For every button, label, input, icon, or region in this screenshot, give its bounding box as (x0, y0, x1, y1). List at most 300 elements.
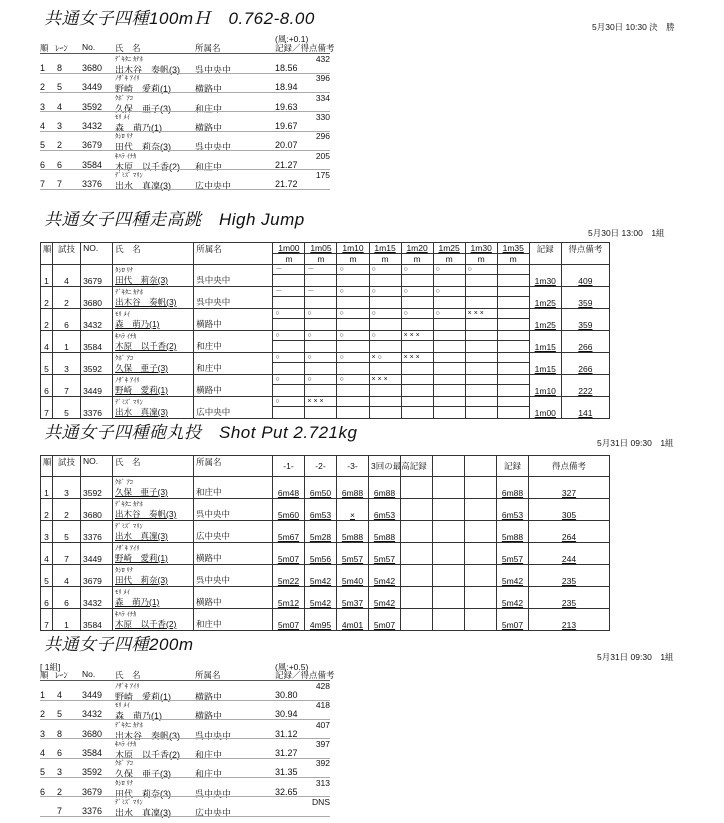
blank-cell (465, 565, 497, 587)
points: 330 (315, 111, 330, 122)
athlete-kana: ﾓﾘ ﾒｲ (115, 589, 130, 596)
rank: 2 (40, 82, 46, 93)
attempt-cell (401, 397, 433, 419)
trial-mark: 5m12 (273, 587, 305, 609)
attempt-result: ○ (434, 265, 465, 275)
lane: 2 (57, 140, 63, 151)
team: 和庄中 (194, 353, 273, 375)
team: 和庄中 (194, 477, 273, 499)
rank: 5 (41, 565, 53, 587)
attempt-result: ○ (402, 265, 433, 275)
team: 呉中央中 (194, 287, 273, 309)
attempt-result: ○ (305, 353, 336, 363)
athlete-kana: ｸﾎﾞ ｱｺ (115, 355, 134, 362)
athlete-name: 森 萌乃(1) (115, 122, 162, 133)
team: 横路中 (195, 711, 223, 722)
attempt-cell (273, 375, 305, 397)
attempt-cell (305, 265, 337, 287)
blank-cell (401, 565, 433, 587)
points: 235 (529, 565, 610, 587)
height-header: 1m30 (465, 243, 497, 254)
points: 266 (561, 353, 609, 375)
attempt-result (434, 331, 465, 341)
attempt-result (337, 397, 368, 407)
column-header: NO. (81, 243, 113, 265)
record: 31.27 (275, 747, 298, 758)
record: 19.67 (275, 120, 298, 131)
unit-label: m (465, 254, 497, 265)
points: 313 (315, 777, 330, 788)
trial-header: -1- (273, 456, 305, 477)
rank: 1 (41, 477, 53, 499)
height-header: 1m10 (337, 243, 369, 254)
rank: 4 (41, 331, 53, 353)
athlete-cell (113, 331, 194, 353)
attempt-result (498, 397, 529, 407)
team: 横路中 (194, 309, 273, 331)
column-header: ﾚｰﾝ (55, 670, 68, 680)
trial-mark: 5m42 (369, 565, 401, 587)
row-divider (40, 150, 330, 151)
record: 1m10 (529, 375, 561, 397)
athlete-kana: ｸﾎﾞ ｱｺ (115, 479, 134, 486)
attempt-cell (433, 287, 465, 309)
points: 141 (561, 397, 609, 419)
blank-cell (401, 543, 433, 565)
lane: 6 (57, 159, 63, 170)
bib-number: 3449 (81, 375, 113, 397)
bib-number: 3592 (82, 101, 103, 112)
attempt-cell (497, 353, 529, 375)
lane: 3 (57, 767, 63, 778)
record: 1m00 (529, 397, 561, 419)
blank-cell (465, 587, 497, 609)
athlete-cell (113, 287, 194, 309)
attempt-result (498, 265, 529, 275)
athlete-kana: ｸﾎﾞ ｱｺ (115, 760, 134, 768)
blank-cell (465, 543, 497, 565)
attempt-cell (369, 265, 401, 287)
trial-mark: 5m37 (337, 587, 369, 609)
points: 264 (529, 521, 610, 543)
attempt-result (498, 309, 529, 319)
attempt-result (466, 353, 497, 363)
athlete-name: 出水 真凜(3) (115, 531, 168, 541)
hurdles-title: 共通女子四種100mＨ 0.762-8.00 (44, 9, 315, 28)
attempt-result: ○ (337, 375, 368, 385)
team: 広中央中 (195, 180, 232, 191)
bib-number: 3592 (82, 767, 103, 778)
trial-order: 2 (53, 287, 81, 309)
trial-order: 5 (53, 397, 81, 419)
column-header: No. (82, 42, 96, 52)
attempt-result (498, 353, 529, 363)
trial-mark: × (337, 499, 369, 521)
trial-mark: 5m56 (305, 543, 337, 565)
athlete-kana: ﾓﾘ ﾒｲ (115, 113, 130, 121)
rank: 6 (41, 587, 53, 609)
highjump-title: 共通女子四種走高跳 High Jump (44, 210, 305, 229)
record-header: 記録 (529, 243, 561, 265)
points: 409 (561, 265, 609, 287)
bib-number: 3376 (82, 178, 103, 189)
points: 213 (529, 609, 610, 631)
rank: 4 (41, 543, 53, 565)
column-header: No. (82, 669, 96, 679)
attempt-cell (273, 309, 305, 331)
bib-number: 3679 (82, 786, 103, 797)
trial-mark: 5m07 (273, 543, 305, 565)
athlete-name: 野崎 愛莉(1) (115, 692, 171, 702)
trial-mark: 5m42 (305, 565, 337, 587)
athlete-cell (113, 565, 194, 587)
points: 396 (315, 73, 330, 84)
points: 296 (315, 131, 330, 142)
attempt-cell (305, 309, 337, 331)
attempt-result (498, 375, 529, 385)
points: 428 (315, 681, 330, 691)
attempt-result (466, 331, 497, 341)
athlete-kana: ﾉｻﾞｷ ｱｲﾘ (115, 377, 140, 384)
team: 和庄中 (195, 161, 223, 172)
athlete-kana: ﾃﾞｷﾀﾆ ｶﾅﾎ (115, 721, 143, 729)
attempt-cell (369, 375, 401, 397)
athlete-name: 野崎 愛莉(1) (115, 553, 168, 563)
athlete-kana: ﾀｼﾛ ﾘﾅ (115, 779, 134, 787)
team: 呉中央中 (195, 65, 232, 75)
athlete-kana: ﾃﾞｷﾀﾆ ｶﾅﾎ (115, 289, 143, 296)
row-divider (40, 73, 330, 74)
rank: 5 (41, 353, 53, 375)
lane: 8 (57, 728, 63, 739)
bib-number: 3376 (81, 397, 113, 419)
trial-order: 6 (53, 587, 81, 609)
athlete-kana: ﾉｻﾞｷ ｱｲﾘ (115, 75, 140, 83)
athlete-kana: ﾀｼﾛ ﾘﾅ (115, 133, 134, 141)
trial-mark: 6m88 (369, 477, 401, 499)
bib-number: 3432 (81, 309, 113, 331)
attempt-cell (465, 287, 497, 309)
athlete-kana: ﾓﾘ ﾒｲ (115, 311, 130, 318)
athlete-cell (113, 477, 194, 499)
athlete-name: 野崎 愛莉(1) (115, 84, 171, 95)
sprint200-title: 共通女子四種200m (44, 635, 194, 654)
attempt-cell (401, 375, 433, 397)
team: 横路中 (195, 122, 223, 133)
bib-number: 3376 (81, 521, 113, 543)
attempt-result: ○ (402, 287, 433, 297)
points: DNS (312, 796, 330, 807)
table-row (41, 499, 610, 521)
rank: 2 (41, 287, 53, 309)
points-header: 得点備考 (529, 456, 610, 477)
athlete-kana: ﾀｼﾛ ﾘﾅ (115, 567, 134, 574)
attempt-cell (273, 353, 305, 375)
height-header: 1m20 (401, 243, 433, 254)
attempt-cell (305, 353, 337, 375)
attempt-result: － (305, 287, 336, 297)
trial-mark: 6m48 (273, 477, 305, 499)
points: 235 (529, 587, 610, 609)
rank: 6 (40, 786, 46, 797)
record: 1m30 (529, 265, 561, 287)
blank-cell (401, 477, 433, 499)
table-row (41, 543, 610, 565)
athlete-name: 久保 亜子(3) (115, 487, 168, 497)
athlete-name: 田代 莉奈(3) (115, 575, 168, 585)
rank: 7 (40, 178, 46, 189)
unit-label: m (369, 254, 401, 265)
attempt-cell (401, 287, 433, 309)
table-row (41, 477, 610, 499)
bib-number: 3376 (82, 805, 103, 816)
column-header: 記録／得点備考 (275, 43, 335, 53)
trial-order: 7 (53, 543, 81, 565)
blank-cell (465, 477, 497, 499)
unit-label: m (497, 254, 529, 265)
record: 20.07 (275, 140, 298, 151)
record: 18.94 (275, 82, 298, 93)
athlete-name: 出木谷 奏帆(3) (115, 297, 177, 307)
column-header: NO. (81, 456, 113, 477)
column-header: 氏 名 (115, 670, 141, 680)
attempt-cell (433, 353, 465, 375)
trial-order: 3 (53, 353, 81, 375)
team: 呉中央中 (194, 565, 273, 587)
points: 392 (315, 758, 330, 769)
bib-number: 3679 (81, 565, 113, 587)
lane: 5 (57, 709, 63, 720)
athlete-kana: ｷﾊﾗ ｲﾁｶ (115, 611, 137, 618)
rank: 7 (41, 609, 53, 631)
header-row (41, 456, 610, 477)
attempt-cell (369, 309, 401, 331)
athlete-kana: ﾃﾞﾐｽﾞ ﾏﾘﾝ (115, 171, 143, 179)
attempt-cell (369, 397, 401, 419)
row-divider (40, 189, 330, 190)
attempt-cell (497, 331, 529, 353)
trial-mark: 5m22 (273, 565, 305, 587)
column-header: 氏 名 (113, 456, 194, 477)
attempt-result: × ○ (370, 353, 401, 363)
attempt-result: ○ (434, 287, 465, 297)
rank: 4 (40, 120, 46, 131)
bib-number: 3432 (82, 120, 103, 131)
group-label: [ 1組] (40, 662, 61, 672)
athlete-kana: ﾃﾞﾐｽﾞ ﾏﾘﾝ (115, 798, 143, 806)
height-header: 1m25 (433, 243, 465, 254)
rank: 2 (41, 309, 53, 331)
athlete-kana: ｷﾊﾗ ｲﾁｶ (115, 740, 137, 748)
unit-label: m (273, 254, 305, 265)
attempt-result: ○ (370, 287, 401, 297)
athlete-cell (113, 499, 194, 521)
blank-cell (433, 543, 465, 565)
lane: 4 (57, 690, 63, 700)
lane: 4 (57, 101, 63, 112)
trial-order: 1 (53, 609, 81, 631)
record: 18.56 (275, 63, 298, 73)
rank: 3 (40, 728, 46, 739)
athlete-name: 田代 莉奈(3) (115, 142, 171, 153)
athlete-kana: ﾀｼﾛ ﾘﾅ (115, 267, 134, 274)
record-header: 記録 (497, 456, 529, 477)
attempt-result (370, 397, 401, 407)
attempt-cell (401, 309, 433, 331)
unit-label: m (401, 254, 433, 265)
lane: 3 (57, 120, 63, 131)
attempt-result: ○ (337, 287, 368, 297)
bib-number: 3584 (81, 609, 113, 631)
attempt-result (498, 331, 529, 341)
trial-order: 4 (53, 265, 81, 287)
attempt-cell (497, 397, 529, 419)
trial-mark: 5m57 (369, 543, 401, 565)
attempt-result: ○ (370, 331, 401, 341)
highjump-table (40, 242, 610, 419)
bib-number: 3449 (82, 82, 103, 93)
row-divider (40, 777, 330, 778)
trial-order: 1 (53, 331, 81, 353)
bib-number: 3449 (82, 690, 103, 700)
attempt-cell (305, 331, 337, 353)
record: 5m42 (497, 587, 529, 609)
team: 横路中 (194, 587, 273, 609)
bib-number: 3584 (81, 331, 113, 353)
attempt-cell (337, 309, 369, 331)
athlete-name: 久保 亜子(3) (115, 769, 171, 780)
athlete-kana: ﾃﾞｷﾀﾆ ｶﾅﾎ (115, 501, 143, 508)
column-header: 試技 (53, 243, 81, 265)
points: 432 (315, 54, 330, 64)
athlete-kana: ﾉｻﾞｷ ｱｲﾘ (115, 683, 140, 690)
team: 呉中央中 (195, 730, 232, 741)
athlete-name: 久保 亜子(3) (115, 103, 171, 114)
attempt-cell (337, 397, 369, 419)
bib-number: 3680 (81, 499, 113, 521)
team: 広中央中 (195, 807, 232, 818)
blank-cell (401, 609, 433, 631)
trial-mark: 5m40 (337, 565, 369, 587)
attempt-result: ○ (305, 375, 336, 385)
row-divider (40, 92, 330, 93)
attempt-cell (433, 375, 465, 397)
table-row (41, 609, 610, 631)
points: 244 (529, 543, 610, 565)
rank: 5 (40, 767, 46, 778)
attempt-result: × × × (466, 309, 497, 319)
table-row (41, 375, 610, 397)
athlete-kana: ｷﾊﾗ ｲﾁｶ (115, 152, 137, 160)
record: 1m25 (529, 309, 561, 331)
trial-order: 2 (53, 499, 81, 521)
record: 5m42 (497, 565, 529, 587)
team: 呉中央中 (194, 499, 273, 521)
attempt-result: ○ (402, 309, 433, 319)
team: 広中央中 (194, 521, 273, 543)
points: 359 (561, 309, 609, 331)
attempt-result: － (273, 287, 304, 297)
header-divider (40, 53, 330, 54)
trial-mark: 6m53 (305, 499, 337, 521)
record: 1m15 (529, 331, 561, 353)
shotput-date: 5月31日 09:30 1組 (597, 438, 674, 448)
athlete-cell (113, 353, 194, 375)
hurdles-date: 5月30日 10:30 決 勝 (592, 22, 675, 32)
attempt-cell (465, 353, 497, 375)
record: 5m57 (497, 543, 529, 565)
athlete-cell (113, 587, 194, 609)
athlete-kana: ﾃﾞﾐｽﾞ ﾏﾘﾝ (115, 523, 143, 530)
team: 横路中 (195, 692, 223, 702)
row-divider (40, 816, 330, 817)
record: 32.65 (275, 786, 298, 797)
rank: 1 (40, 63, 46, 73)
athlete-cell (113, 375, 194, 397)
attempt-cell (369, 353, 401, 375)
row-divider (40, 796, 330, 797)
team: 広中央中 (194, 397, 273, 419)
athlete-name: 出水 真凜(3) (115, 807, 171, 818)
attempt-result: × × × (402, 353, 433, 363)
lane: 6 (57, 747, 63, 758)
points: 334 (315, 92, 330, 103)
points: 175 (315, 169, 330, 180)
points: 359 (561, 287, 609, 309)
athlete-name: 出木谷 奏帆(3) (115, 730, 180, 741)
rank: 1 (41, 265, 53, 287)
attempt-result (466, 287, 497, 297)
sprint200-wind: (風:+0.5) (275, 662, 309, 672)
bib-number: 3584 (82, 747, 103, 758)
bib-number: 3449 (81, 543, 113, 565)
table-row (41, 353, 610, 375)
bib-number: 3680 (82, 728, 103, 739)
team: 呉中央中 (195, 142, 232, 153)
team: 横路中 (195, 84, 223, 95)
rank: 1 (40, 690, 46, 700)
trial-order: 6 (53, 309, 81, 331)
attempt-cell (273, 265, 305, 287)
blank-cell (401, 587, 433, 609)
trial-order: 3 (53, 477, 81, 499)
points: 305 (529, 499, 610, 521)
rank: 7 (41, 397, 53, 419)
athlete-name: 田代 莉奈(3) (115, 788, 171, 799)
attempt-cell (305, 287, 337, 309)
rank: 2 (40, 709, 46, 720)
column-header: 氏 名 (113, 243, 194, 265)
attempt-result (434, 353, 465, 363)
blank-cell (465, 609, 497, 631)
team: 和庄中 (195, 103, 223, 114)
table-row (41, 565, 610, 587)
trial-mark: 4m01 (337, 609, 369, 631)
attempt-cell (497, 375, 529, 397)
attempt-cell (337, 287, 369, 309)
trial-mark: 5m88 (369, 521, 401, 543)
attempt-result (498, 287, 529, 297)
attempt-cell (497, 265, 529, 287)
team: 呉中央中 (195, 788, 232, 799)
team: 横路中 (194, 375, 273, 397)
trial-mark: 5m57 (337, 543, 369, 565)
unit-label: m (337, 254, 369, 265)
athlete-kana: ｷﾊﾗ ｲﾁｶ (115, 333, 137, 340)
attempt-result (402, 397, 433, 407)
table-row (41, 587, 610, 609)
trial-mark: 6m88 (337, 477, 369, 499)
